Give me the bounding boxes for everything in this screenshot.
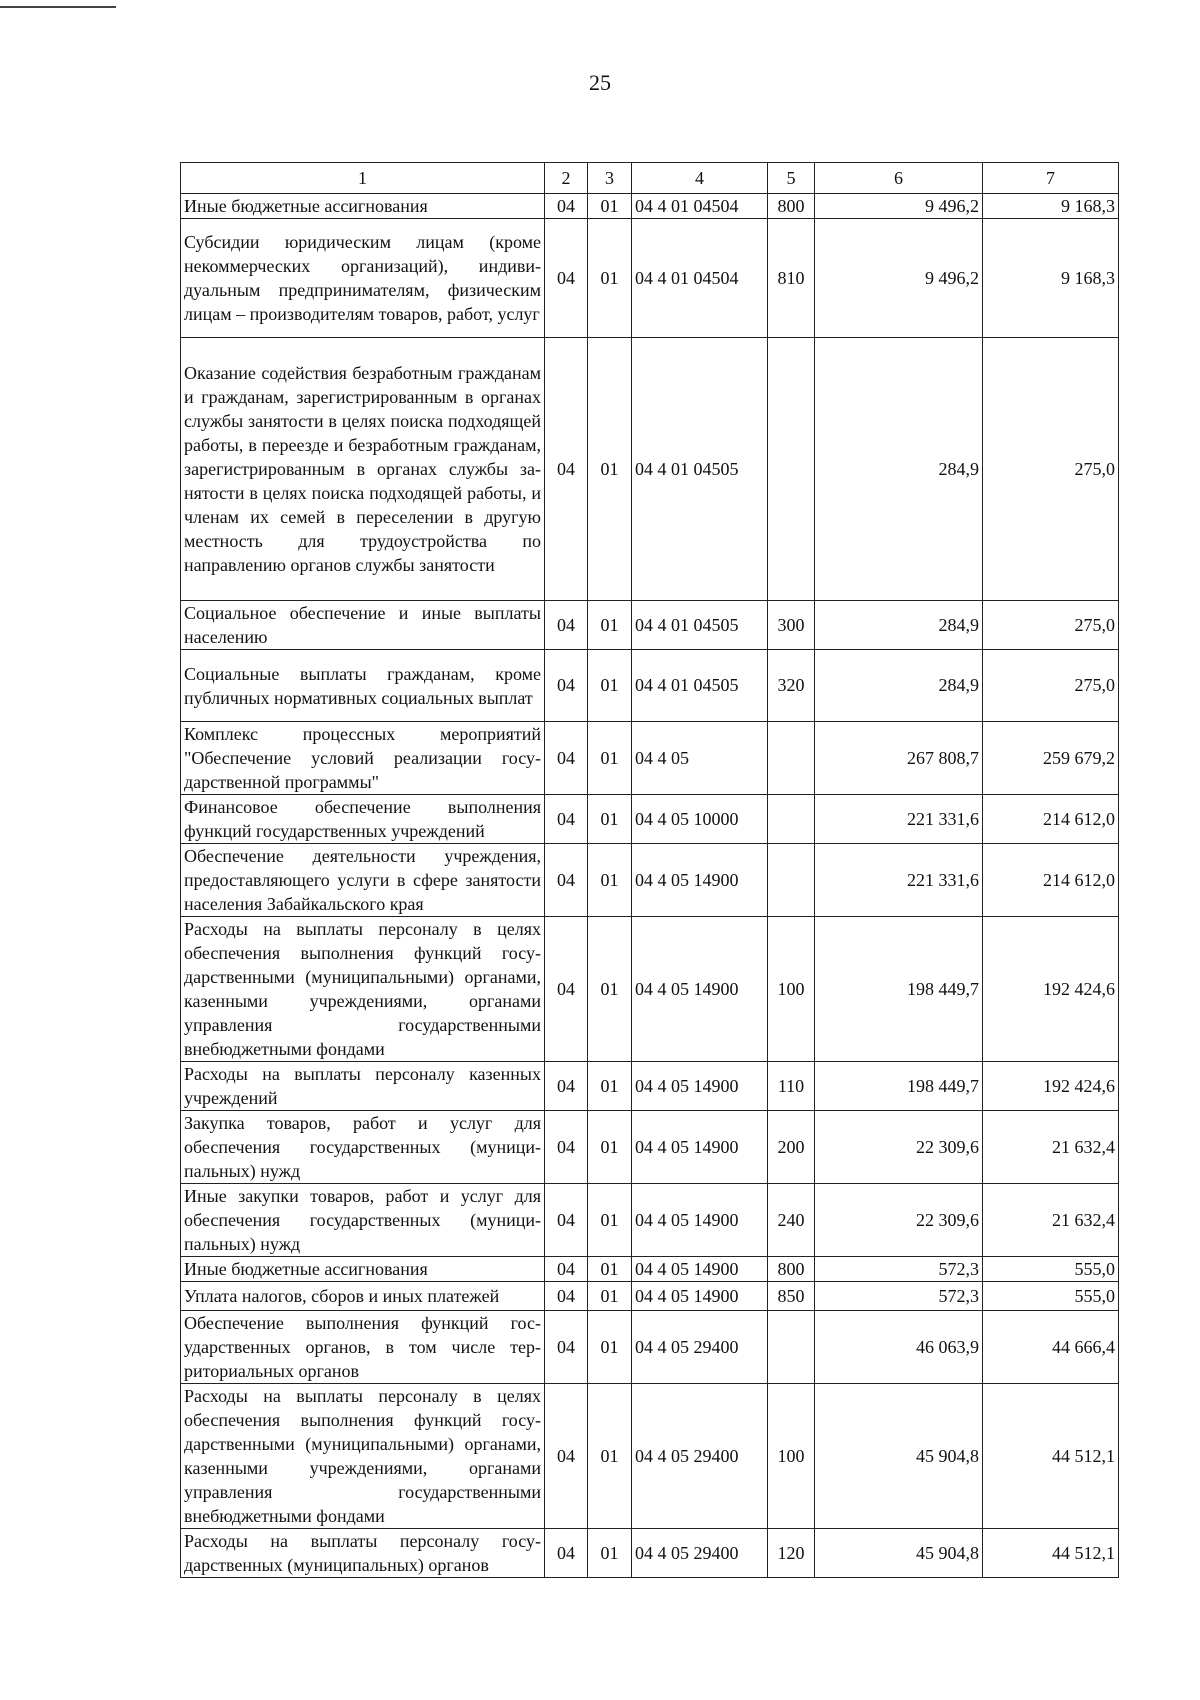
target-code-cell: 04 4 01 04504 — [632, 194, 768, 219]
expense-type-cell: 200 — [768, 1111, 815, 1184]
expense-type-cell: 240 — [768, 1184, 815, 1257]
row-name-cell: Закупка товаров, работ и услуг для обеспечения государственных (муниципальных) нужд — [181, 1111, 545, 1184]
target-code-cell: 04 4 05 14900 — [632, 844, 768, 917]
subsection-cell: 01 — [588, 795, 632, 844]
table-row — [181, 917, 1119, 1062]
scan-corner-line — [0, 6, 116, 8]
table-body — [181, 163, 1119, 1578]
row-name-cell: Субсидии юридическим лицам (кроме некоммерческих организаций), индивидуальным предпринимателям, физическим лицам – производителям товаров, работ, услуг — [181, 219, 545, 338]
amount-col6-cell: 45 904,8 — [815, 1384, 983, 1529]
row-name-cell: Расходы на выплаты персоналу казенных учреждений — [181, 1062, 545, 1111]
table-row — [181, 795, 1119, 844]
amount-col7-cell: 44 512,1 — [983, 1384, 1119, 1529]
target-code-cell: 04 4 05 14900 — [632, 1184, 768, 1257]
target-code-cell: 04 4 01 04504 — [632, 219, 768, 338]
row-name-cell: Расходы на выплаты персоналу в целях обеспечения выполнения функций государственными (муниципальными) органами, казенными учреждениями, органами управления государственными внебюджетными фондами — [181, 1384, 545, 1529]
expense-type-cell: 100 — [768, 1384, 815, 1529]
amount-col6-cell: 284,9 — [815, 650, 983, 722]
expense-type-cell: 320 — [768, 650, 815, 722]
table-row — [181, 1257, 1119, 1282]
subsection-cell: 01 — [588, 722, 632, 795]
amount-col6-cell: 284,9 — [815, 601, 983, 650]
expense-type-cell: 850 — [768, 1282, 815, 1311]
amount-col6-cell: 22 309,6 — [815, 1184, 983, 1257]
header-cell-1: 1 — [181, 163, 545, 194]
subsection-cell: 01 — [588, 219, 632, 338]
section-cell: 04 — [545, 1184, 588, 1257]
subsection-cell: 01 — [588, 1111, 632, 1184]
section-cell: 04 — [545, 795, 588, 844]
subsection-cell: 01 — [588, 1062, 632, 1111]
expense-type-cell — [768, 722, 815, 795]
amount-col7-cell: 259 679,2 — [983, 722, 1119, 795]
expense-type-cell — [768, 795, 815, 844]
amount-col7-cell: 44 666,4 — [983, 1311, 1119, 1384]
amount-col6-cell: 572,3 — [815, 1282, 983, 1311]
target-code-cell: 04 4 05 10000 — [632, 795, 768, 844]
row-name-cell: Иные закупки товаров, работ и услуг для обеспечения государственных (муниципальных) нужд — [181, 1184, 545, 1257]
header-cell-7: 7 — [983, 163, 1119, 194]
expense-type-cell: 110 — [768, 1062, 815, 1111]
amount-col7-cell: 9 168,3 — [983, 194, 1119, 219]
subsection-cell: 01 — [588, 1282, 632, 1311]
amount-col6-cell: 198 449,7 — [815, 1062, 983, 1111]
amount-col6-cell: 221 331,6 — [815, 844, 983, 917]
header-cell-2: 2 — [545, 163, 588, 194]
section-cell: 04 — [545, 1062, 588, 1111]
table-row — [181, 1184, 1119, 1257]
amount-col7-cell: 44 512,1 — [983, 1529, 1119, 1578]
target-code-cell: 04 4 05 29400 — [632, 1529, 768, 1578]
subsection-cell: 01 — [588, 1257, 632, 1282]
row-name-cell: Расходы на выплаты персоналу государственных (муниципальных) органов — [181, 1529, 545, 1578]
amount-col6-cell: 46 063,9 — [815, 1311, 983, 1384]
subsection-cell: 01 — [588, 1384, 632, 1529]
target-code-cell: 04 4 05 14900 — [632, 1062, 768, 1111]
amount-col7-cell: 192 424,6 — [983, 917, 1119, 1062]
row-name-cell: Комплекс процессных мероприятий "Обеспечение условий реализации государственной программы" — [181, 722, 545, 795]
subsection-cell: 01 — [588, 917, 632, 1062]
row-name-cell: Оказание содействия безработным гражданам и гражданам, зарегистрированным в органах службы занятости в целях поиска подходящей работы, в переезде и безработным гражданам, зарегистрированным в органах службы занятости в целях поиска подходящей работы, и членам их семей в переселении в другую местность для трудоустройства по направлению органов службы занятости — [181, 338, 545, 601]
amount-col6-cell: 221 331,6 — [815, 795, 983, 844]
target-code-cell: 04 4 01 04505 — [632, 650, 768, 722]
amount-col7-cell: 555,0 — [983, 1282, 1119, 1311]
target-code-cell: 04 4 05 29400 — [632, 1384, 768, 1529]
target-code-cell: 04 4 05 14900 — [632, 917, 768, 1062]
section-cell: 04 — [545, 601, 588, 650]
table-row — [181, 722, 1119, 795]
row-name-cell: Финансовое обеспечение выполнения функций государственных учреждений — [181, 795, 545, 844]
header-cell-5: 5 — [768, 163, 815, 194]
table-row — [181, 1111, 1119, 1184]
row-name-cell: Обеспечение выполнения функций государственных органов, в том числе территориальных органов — [181, 1311, 545, 1384]
row-name-cell: Социальное обеспечение и иные выплаты населению — [181, 601, 545, 650]
target-code-cell: 04 4 01 04505 — [632, 338, 768, 601]
subsection-cell: 01 — [588, 650, 632, 722]
amount-col7-cell: 214 612,0 — [983, 795, 1119, 844]
amount-col7-cell: 275,0 — [983, 338, 1119, 601]
row-name-cell: Уплата налогов, сборов и иных платежей — [181, 1282, 545, 1311]
amount-col7-cell: 21 632,4 — [983, 1184, 1119, 1257]
table-row — [181, 338, 1119, 601]
table-row — [181, 601, 1119, 650]
subsection-cell: 01 — [588, 844, 632, 917]
amount-col6-cell: 284,9 — [815, 338, 983, 601]
amount-col6-cell: 198 449,7 — [815, 917, 983, 1062]
header-cell-6: 6 — [815, 163, 983, 194]
table-row — [181, 1282, 1119, 1311]
amount-col7-cell: 214 612,0 — [983, 844, 1119, 917]
target-code-cell: 04 4 05 29400 — [632, 1311, 768, 1384]
section-cell: 04 — [545, 1282, 588, 1311]
header-cell-4: 4 — [632, 163, 768, 194]
amount-col6-cell: 22 309,6 — [815, 1111, 983, 1184]
table-row — [181, 650, 1119, 722]
header-cell-3: 3 — [588, 163, 632, 194]
expense-type-cell: 800 — [768, 194, 815, 219]
expense-type-cell: 300 — [768, 601, 815, 650]
section-cell: 04 — [545, 1111, 588, 1184]
subsection-cell: 01 — [588, 601, 632, 650]
section-cell: 04 — [545, 1529, 588, 1578]
table-header-row — [181, 163, 1119, 194]
table-row — [181, 1062, 1119, 1111]
amount-col6-cell: 9 496,2 — [815, 219, 983, 338]
table-row — [181, 1311, 1119, 1384]
amount-col6-cell: 45 904,8 — [815, 1529, 983, 1578]
target-code-cell: 04 4 05 — [632, 722, 768, 795]
subsection-cell: 01 — [588, 1529, 632, 1578]
table-row — [181, 219, 1119, 338]
table-row — [181, 1529, 1119, 1578]
amount-col6-cell: 572,3 — [815, 1257, 983, 1282]
section-cell: 04 — [545, 844, 588, 917]
section-cell: 04 — [545, 1257, 588, 1282]
expense-type-cell: 810 — [768, 219, 815, 338]
section-cell: 04 — [545, 338, 588, 601]
expense-type-cell: 120 — [768, 1529, 815, 1578]
row-name-cell: Социальные выплаты гражданам, кроме публичных нормативных социальных выплат — [181, 650, 545, 722]
target-code-cell: 04 4 05 14900 — [632, 1111, 768, 1184]
section-cell: 04 — [545, 219, 588, 338]
target-code-cell: 04 4 05 14900 — [632, 1257, 768, 1282]
amount-col7-cell: 275,0 — [983, 650, 1119, 722]
section-cell: 04 — [545, 650, 588, 722]
subsection-cell: 01 — [588, 338, 632, 601]
table-row — [181, 194, 1119, 219]
amount-col7-cell: 9 168,3 — [983, 219, 1119, 338]
amount-col6-cell: 9 496,2 — [815, 194, 983, 219]
expense-type-cell: 800 — [768, 1257, 815, 1282]
section-cell: 04 — [545, 722, 588, 795]
budget-table — [180, 162, 1119, 1578]
target-code-cell: 04 4 01 04505 — [632, 601, 768, 650]
amount-col7-cell: 21 632,4 — [983, 1111, 1119, 1184]
amount-col7-cell: 192 424,6 — [983, 1062, 1119, 1111]
amount-col7-cell: 275,0 — [983, 601, 1119, 650]
target-code-cell: 04 4 05 14900 — [632, 1282, 768, 1311]
expense-type-cell — [768, 1311, 815, 1384]
section-cell: 04 — [545, 194, 588, 219]
row-name-cell: Расходы на выплаты персоналу в целях обеспечения выполнения функций государственными (муниципальными) органами, казенными учреждениями, органами управления государственными внебюджетными фондами — [181, 917, 545, 1062]
section-cell: 04 — [545, 917, 588, 1062]
subsection-cell: 01 — [588, 1311, 632, 1384]
table-row — [181, 1384, 1119, 1529]
amount-col7-cell: 555,0 — [983, 1257, 1119, 1282]
expense-type-cell — [768, 338, 815, 601]
row-name-cell: Иные бюджетные ассигнования — [181, 1257, 545, 1282]
subsection-cell: 01 — [588, 1184, 632, 1257]
expense-type-cell: 100 — [768, 917, 815, 1062]
expense-type-cell — [768, 844, 815, 917]
section-cell: 04 — [545, 1311, 588, 1384]
subsection-cell: 01 — [588, 194, 632, 219]
page-number: 25 — [589, 70, 611, 95]
table-row — [181, 844, 1119, 917]
amount-col6-cell: 267 808,7 — [815, 722, 983, 795]
section-cell: 04 — [545, 1384, 588, 1529]
row-name-cell: Обеспечение деятельности учреждения, предоставляющего услуги в сфере занятости населения Забайкальского края — [181, 844, 545, 917]
row-name-cell: Иные бюджетные ассигнования — [181, 194, 545, 219]
